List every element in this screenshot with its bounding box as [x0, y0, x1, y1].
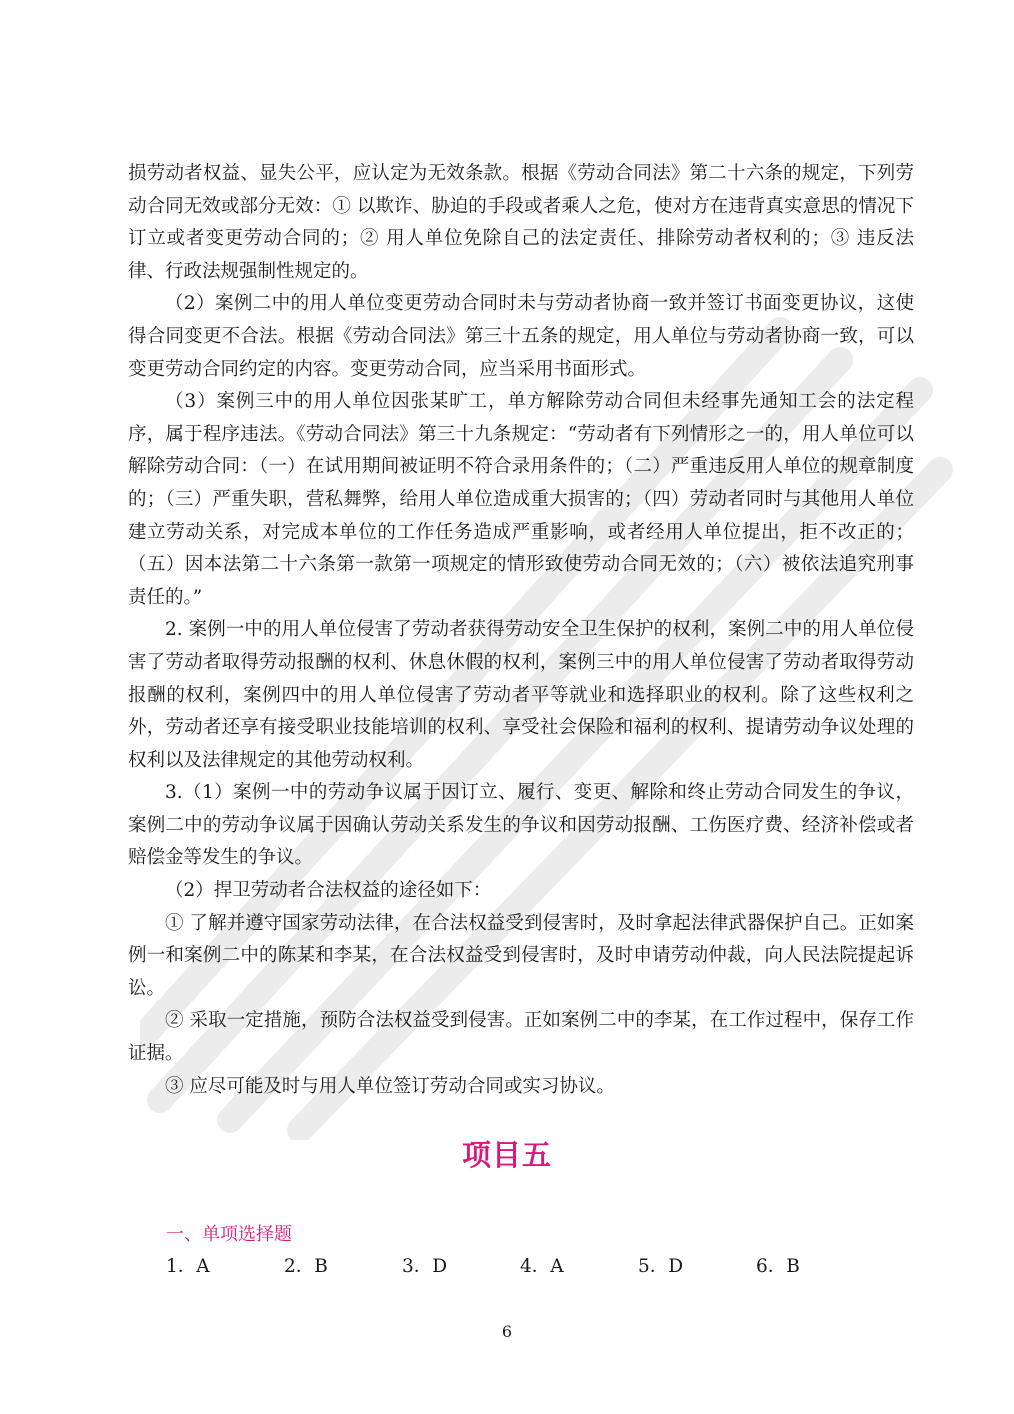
- section-label: 一、单项选择题: [166, 1224, 292, 1245]
- body-text: [128, 158, 914, 1103]
- answer-item: 6．B: [756, 1256, 800, 1277]
- paragraph-5: （2）捍卫劳动者合法权益的途径如下：: [165, 880, 492, 902]
- answer-item: 5．D: [638, 1256, 684, 1277]
- paragraph-8: ③ 应尽可能及时与用人单位签订劳动合同或实习协议。: [165, 1075, 615, 1097]
- paragraph-3: 2. 案例一中的用人单位侵害了劳动者获得劳动安全卫生保护的权利，案例二中的用人单位侵害了劳动者取得劳动报酬的权利、休息休假的权利，案例三中的用人单位侵害了劳动者取得劳动报酬的权利，案例四中的用人单位侵害了劳动者平等就业和选择职业的权利。除了这些权利之外，劳动者还享有接受职业技能培训的权利、享受社会保险和福利的权利、提请劳动争议处理的权利以及法律规定的其他劳动权利。: [128, 619, 914, 771]
- paragraph-2: （3）案例三中的用人单位因张某旷工，单方解除劳动合同但未经事先通知工会的法定程序，属于程序违法。《劳动合同法》第三十九条规定：“劳动者有下列情形之一的，用人单位可以解除劳动合同：（一）在试用期间被证明不符合录用条件的；（二）严重违反用人单位的规章制度的；（三）严重失职，营私舞弊，给用人单位造成重大损害的；（四）劳动者同时与其他用人单位建立劳动关系，对完成本单位的工作任务造成严重影响，或者经用人单位提出，拒不改正的；（五）因本法第二十六条第一款第一项规定的情形致使劳动合同无效的；（六）被依法追究刑事责任的。”: [128, 391, 914, 608]
- page-number: 6: [501, 1322, 513, 1341]
- answer-item: 4．A: [520, 1256, 564, 1277]
- answer-item: 1．A: [166, 1256, 210, 1277]
- answer-item: 2．B: [284, 1256, 328, 1277]
- paragraph-0: 损劳动者权益、显失公平，应认定为无效条款。根据《劳动合同法》第二十六条的规定，下列劳动合同无效或部分无效：① 以欺诈、胁迫的手段或者乘人之危，使对方在违背真实意思的情况下订立或者变更劳动合同的；② 用人单位免除自己的法定责任、排除劳动者权利的；③ 违反法律、行政法规强制性规定的。: [128, 163, 914, 282]
- paragraph-4: 3.（1）案例一中的劳动争议属于因订立、履行、变更、解除和终止劳动合同发生的争议，案例二中的劳动争议属于因确认劳动关系发生的争议和因劳动报酬、工伤医疗费、经济补偿或者赔偿金等发生的争议。: [128, 782, 914, 869]
- paragraph-1: （2）案例二中的用人单位变更劳动合同时未与劳动者协商一致并签订书面变更协议，这使得合同变更不合法。根据《劳动合同法》第三十五条的规定，用人单位与劳动者协商一致，可以变更劳动合同约定的内容。变更劳动合同，应当采用书面形式。: [128, 293, 914, 380]
- paragraph-6: ① 了解并遵守国家劳动法律，在合法权益受到侵害时，及时拿起法律武器保护自己。正如案例一和案例二中的陈某和李某，在合法权益受到侵害时，及时申请劳动仲裁，向人民法院提起诉讼。: [128, 912, 914, 999]
- paragraph-7: ② 采取一定措施，预防合法权益受到侵害。正如案例二中的李某，在工作过程中，保存工作证据。: [128, 1010, 914, 1065]
- answer-list: [166, 1252, 874, 1278]
- answer-item: 3．D: [402, 1256, 448, 1277]
- project-heading: 项目五: [461, 1138, 552, 1172]
